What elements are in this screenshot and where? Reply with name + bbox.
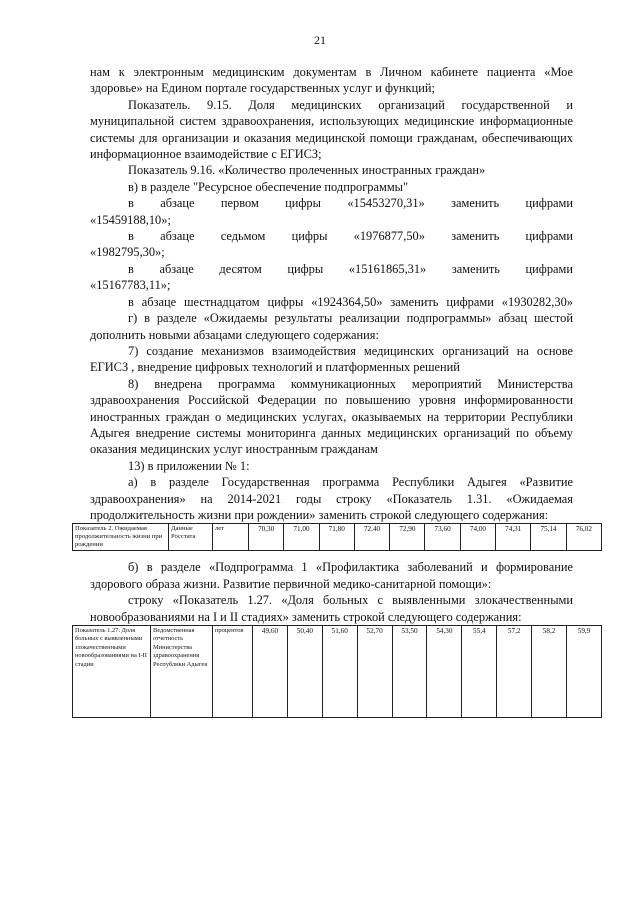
value-cell: 72,90 [390,524,425,551]
value-cell: 52,70 [357,626,392,718]
table-row [73,524,602,551]
document-body [75,64,592,720]
value-cell: 51,60 [322,626,357,718]
indicator-name: Показатель 1.27. Доля больных с выявленными злокачественными новообразованиями на I-II стадии [73,626,151,718]
data-source: Данные Росстата [169,524,213,551]
value-cell: 71,00 [284,524,319,551]
value-cell: 57,2 [497,626,532,718]
paragraph: г) в разделе «Ожидаемы результаты реализации подпрограммы» абзац шестой дополнить новыми абзацами следующего содержания: [90,311,573,342]
unit: лет [213,524,249,551]
paragraph: строку «Показатель 1.27. «Доля больных с выявленными злокачественными новообразованиями на I и II стадиях» заменить строкой следующего содержания: [90,593,573,624]
paragraph: в абзаце десятом цифры «15161865,31» заменить цифрами «15167783,11»; [90,261,573,293]
paragraph: а) в разделе Государственная программа Республики Адыгея «Развитие здравоохранения» на 2014-2021 годы строку «Показатель 1.31. «Ожидаемая продолжительность жизни при рождении» заменить строкой следующего содержания: [90,475,573,522]
indicator-table-life-expectancy [72,523,602,551]
value-cell: 55,4 [462,626,497,718]
paragraph: Показатель. 9.15. Доля медицинских организаций государственной и муниципальной систем здравоохранения, использующих медицинские информационные системы для организации и оказания медицинской помощи гражданам, обеспечивающих информационное взаимодействие с ЕГИСЗ; [90,97,573,162]
paragraph: 8) внедрена программа коммуникационных мероприятий Министерства здравоохранения Российской Федерации по повышению уровня информированности иностранных граждан о медицинских услугах, оказываемых на территории Республики Адыгея внедрение системы мониторинга данных медицинских организаций по объему оказания медицинских услуг иностранным гражданам [90,376,573,457]
indicator-name: Показатель 2. Ожидаемая продолжительность жизни при рождении [73,524,169,551]
value-cell: 58,2 [532,626,567,718]
value-cell: 74,00 [460,524,495,551]
page-number: 21 [314,33,326,47]
value-cell: 74,31 [496,524,531,551]
paragraph: 13) в приложении № 1: [128,458,250,473]
indicator-table-oncology [72,625,602,718]
value-cell: 76,02 [566,524,601,551]
value-cell: 49,60 [253,626,288,718]
value-cell: 72,40 [354,524,389,551]
paragraph: 7) создание механизмов взаимодействия медицинских организаций на основе ЕГИСЗ , внедрение цифровых технологий и платформенных решений [90,343,573,375]
value-cell: 53,50 [392,626,427,718]
paragraph: б) в разделе «Подпрограмма 1 «Профилактика заболеваний и формирование здорового образа жизни. Развитие первичной медико-санитарной помощи»: [90,560,573,591]
value-cell: 75,14 [531,524,566,551]
paragraph: Показатель 9.16. «Количество пролеченных иностранных граждан» [128,163,486,178]
data-source: Ведомственная отчетность Министерства здравоохранения Республики Адыгея [151,626,213,718]
value-cell: 59,9 [567,626,602,718]
value-cell: 71,80 [319,524,354,551]
table-row [73,626,602,718]
paragraph: в) в разделе "Ресурсное обеспечение подпрограммы" [128,179,409,194]
paragraph: в абзаце первом цифры «15453270,31» заменить цифрами «15459188,10»; [90,196,573,227]
value-cell: 54,30 [427,626,462,718]
value-cell: 73,60 [425,524,460,551]
paragraph: в абзаце седьмом цифры «1976877,50» заменить цифрами «1982795,30»; [90,229,573,260]
paragraph: нам к электронным медицинским документам в Личном кабинете пациента «Мое здоровье» на Едином портале государственных услуг и функций; [90,65,573,96]
value-cell: 50,40 [287,626,322,718]
value-cell: 70,30 [249,524,284,551]
unit: процентов [213,626,253,718]
paragraph: в абзаце шестнадцатом цифры «1924364,50» заменить цифрами «1930282,30» [128,294,573,309]
